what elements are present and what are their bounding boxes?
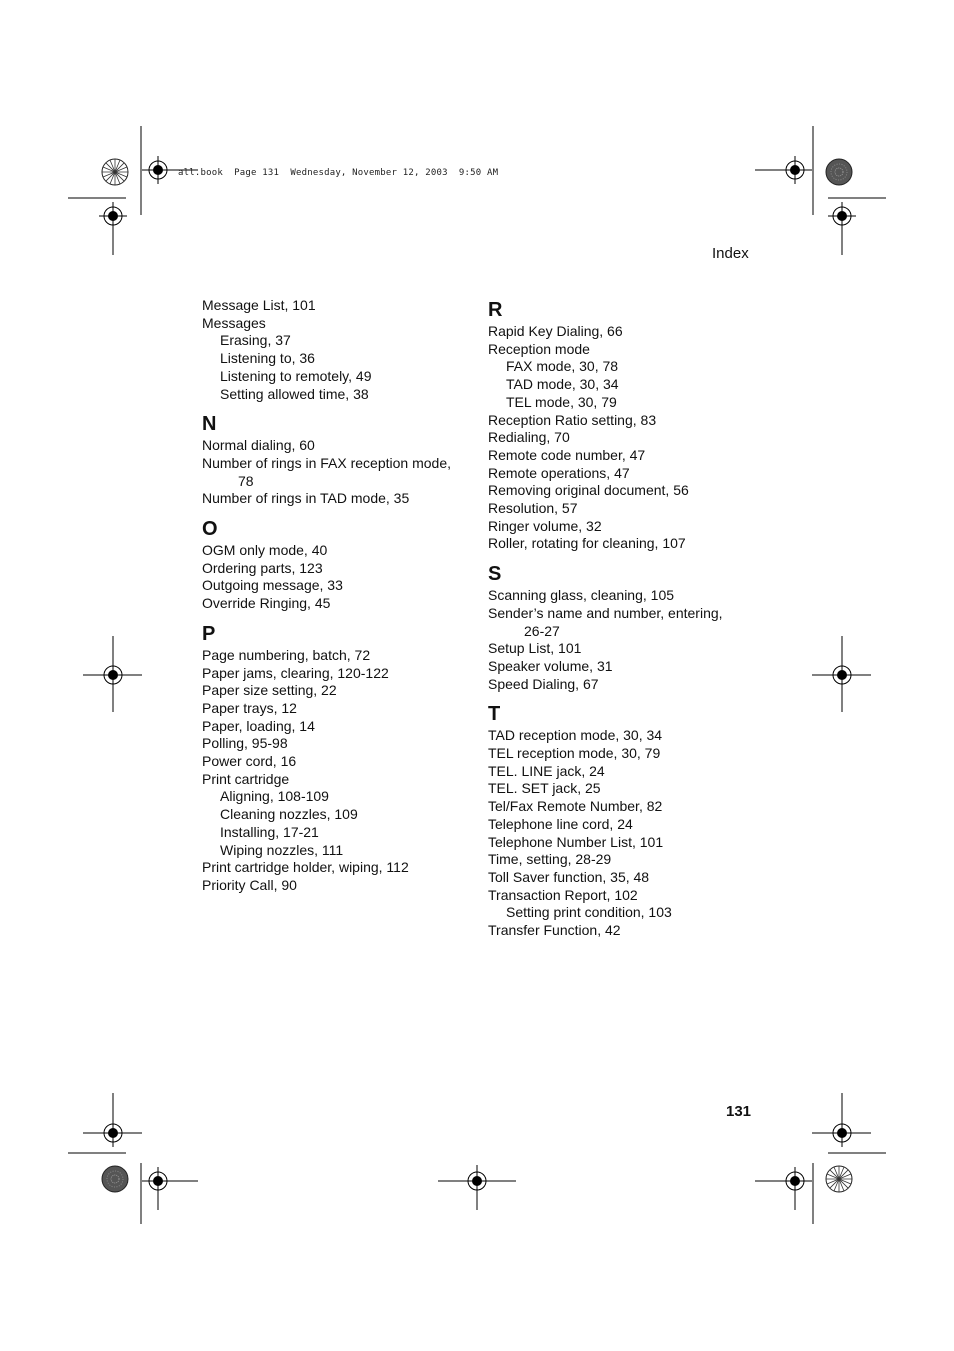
index-subentry: Aligning, 108-109 (220, 788, 329, 805)
index-entry: OGM only mode, 40 (202, 542, 328, 559)
page-number: 131 (726, 1103, 752, 1120)
index-letter-heading: P (202, 622, 216, 645)
index-entry: Tel/Fax Remote Number, 82 (488, 798, 663, 815)
index-entry: Roller, rotating for cleaning, 107 (488, 535, 686, 552)
index-letter-heading: O (202, 518, 218, 541)
index-entry: TAD reception mode, 30, 34 (488, 727, 663, 744)
index-entry: Reception Ratio setting, 83 (488, 411, 657, 428)
index-entry: Polling, 95-98 (202, 735, 288, 752)
index-entry: Telephone Number List, 101 (488, 833, 664, 850)
index-letter-heading: N (202, 413, 217, 436)
index-entry: Page numbering, batch, 72 (202, 646, 371, 663)
index-entry-continuation: 78 (238, 472, 254, 489)
index-entry: Power cord, 16 (202, 753, 297, 770)
index-entry-continuation: 26-27 (524, 622, 560, 639)
index-entry: Telephone line cord, 24 (488, 815, 633, 832)
index-subentry: Installing, 17-21 (220, 823, 319, 840)
index-entry: Number of rings in TAD mode, 35 (202, 490, 410, 507)
print-slug: all.book Page 131 Wednesday, November 12, 2003 9:50 AM (178, 168, 499, 178)
index-entry: Override Ringing, 45 (202, 595, 331, 612)
index-entry: Redialing, 70 (488, 429, 570, 446)
index-subentry: Setting print condition, 103 (506, 904, 672, 921)
index-entry: Paper trays, 12 (202, 699, 297, 716)
index-entry: Sender’s name and number, entering, (488, 604, 723, 621)
index-entry: Print cartridge holder, wiping, 112 (202, 859, 409, 876)
index-entry: Rapid Key Dialing, 66 (488, 323, 623, 339)
index-column-left (202, 297, 482, 895)
index-subentry: Erasing, 37 (220, 332, 291, 349)
index-subentry: Cleaning nozzles, 109 (220, 806, 358, 823)
index-entry: Resolution, 57 (488, 500, 578, 517)
index-entry: Scanning glass, cleaning, 105 (488, 587, 675, 604)
index-letter-heading: R (488, 299, 503, 321)
index-column-right (488, 298, 768, 940)
index-subentry: Listening to, 36 (220, 350, 315, 367)
index-subentry: TEL mode, 30, 79 (506, 393, 617, 410)
index-subentry: Wiping nozzles, 111 (220, 841, 344, 858)
running-head: Index (712, 245, 749, 262)
index-entry: Remote code number, 47 (488, 446, 646, 463)
index-entry: Outgoing message, 33 (202, 577, 343, 594)
index-entry: Paper size setting, 22 (202, 682, 337, 699)
index-entry: Toll Saver function, 35, 48 (488, 868, 650, 885)
index-entry: Message List, 101 (202, 297, 316, 313)
index-subentry: Setting allowed time, 38 (220, 385, 369, 402)
index-entry: Paper jams, clearing, 120-122 (202, 664, 389, 681)
index-letter-heading: T (488, 703, 501, 726)
index-entry: Number of rings in FAX reception mode, (202, 454, 452, 471)
index-entry: Removing original document, 56 (488, 482, 689, 499)
index-entry: Messages (202, 314, 266, 331)
index-entry: Priority Call, 90 (202, 876, 297, 893)
index-entry: Normal dialing, 60 (202, 437, 315, 454)
index-entry: Setup List, 101 (488, 640, 582, 657)
index-subentry: Listening to remotely, 49 (220, 367, 372, 384)
index-letter-heading: S (488, 563, 502, 586)
index-entry: Paper, loading, 14 (202, 717, 315, 734)
index-entry: Reception mode (488, 340, 590, 357)
index-entry: Print cartridge (202, 770, 290, 787)
index-entry: TEL. LINE jack, 24 (488, 762, 605, 779)
index-entry: Ringer volume, 32 (488, 517, 602, 534)
index-entry: Ordering parts, 123 (202, 559, 323, 576)
index-subentry: TAD mode, 30, 34 (506, 376, 619, 393)
index-entry: Transaction Report, 102 (488, 886, 638, 903)
index-entry: TEL reception mode, 30, 79 (488, 745, 661, 762)
index-subentry: FAX mode, 30, 78 (506, 358, 619, 375)
index-entry: Speaker volume, 31 (488, 657, 613, 674)
index-entry: Time, setting, 28-29 (488, 851, 612, 868)
index-entry: Transfer Function, 42 (488, 922, 621, 939)
index-entry: Remote operations, 47 (488, 464, 630, 481)
index-entry: TEL. SET jack, 25 (488, 780, 601, 797)
index-entry: Speed Dialing, 67 (488, 675, 599, 692)
